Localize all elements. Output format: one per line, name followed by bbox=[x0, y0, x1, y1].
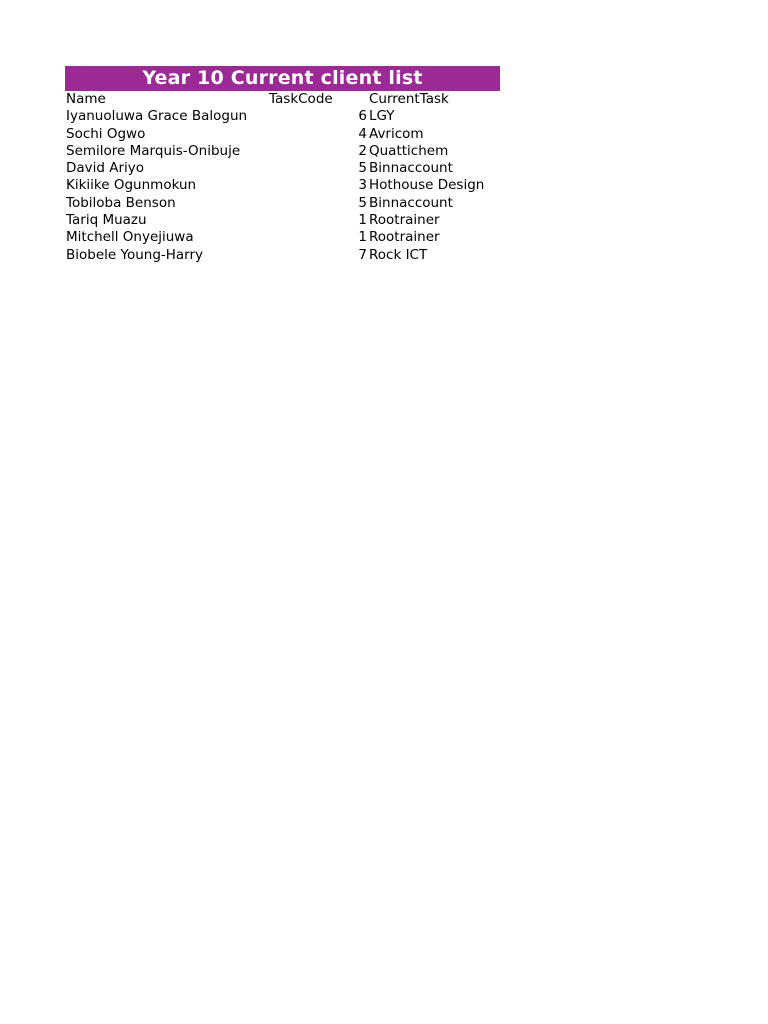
cell-name: Tobiloba Benson bbox=[66, 194, 176, 211]
cell-current-task: Quattichem bbox=[369, 142, 449, 159]
cell-task-code: 6 bbox=[358, 108, 367, 125]
cell-task-code: 5 bbox=[358, 194, 367, 211]
header-task-code: TaskCode bbox=[269, 91, 333, 107]
table-row bbox=[65, 247, 500, 264]
table-row bbox=[65, 212, 500, 229]
cell-name: Sochi Ogwo bbox=[66, 125, 146, 142]
cell-task-code: 4 bbox=[358, 125, 367, 142]
table-row bbox=[65, 143, 500, 160]
cell-task-code: 7 bbox=[358, 246, 367, 263]
cell-name: David Ariyo bbox=[66, 160, 145, 177]
cell-name: Semilore Marquis-Onibuje bbox=[66, 142, 241, 159]
cell-name: Kikiike Ogunmokun bbox=[66, 177, 197, 194]
cell-task-code: 2 bbox=[358, 142, 367, 159]
sheet-title: Year 10 Current client list bbox=[65, 66, 500, 91]
table-row bbox=[65, 195, 500, 212]
cell-current-task: Rootrainer bbox=[369, 212, 440, 229]
header-current-task: CurrentTask bbox=[369, 91, 449, 107]
cell-name: Mitchell Onyejiuwa bbox=[66, 229, 194, 246]
client-list-sheet bbox=[65, 66, 500, 264]
header-name: Name bbox=[66, 91, 106, 107]
table-row bbox=[65, 160, 500, 177]
cell-current-task: Avricom bbox=[369, 125, 424, 142]
cell-task-code: 1 bbox=[358, 229, 367, 246]
cell-name: Biobele Young-Harry bbox=[66, 246, 204, 263]
table-row bbox=[65, 126, 500, 143]
cell-current-task: Hothouse Design bbox=[369, 177, 485, 194]
cell-current-task: LGY bbox=[369, 108, 395, 125]
cell-current-task: Rootrainer bbox=[369, 229, 440, 246]
cell-task-code: 3 bbox=[358, 177, 367, 194]
table-row bbox=[65, 177, 500, 194]
cell-current-task: Rock ICT bbox=[369, 246, 428, 263]
cell-name: Tariq Muazu bbox=[66, 212, 147, 229]
cell-current-task: Binnaccount bbox=[369, 160, 453, 177]
table-row bbox=[65, 108, 500, 125]
header-row bbox=[65, 91, 500, 108]
cell-task-code: 1 bbox=[358, 212, 367, 229]
cell-task-code: 5 bbox=[358, 160, 367, 177]
cell-name: Iyanuoluwa Grace Balogun bbox=[66, 108, 248, 125]
cell-current-task: Binnaccount bbox=[369, 194, 453, 211]
table-row bbox=[65, 229, 500, 246]
